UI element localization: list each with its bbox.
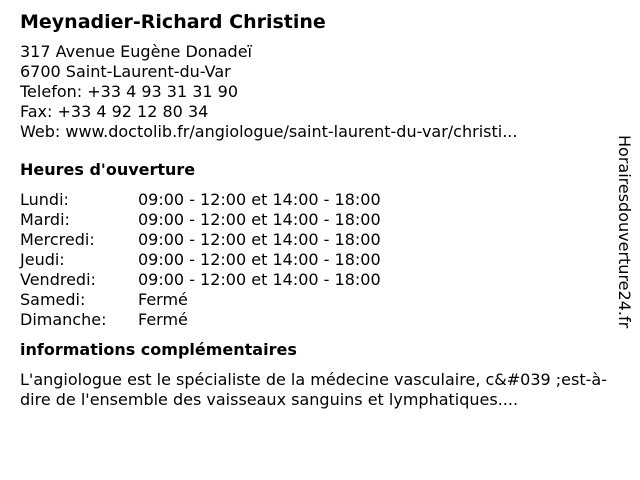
day-hours: Fermé	[138, 310, 188, 329]
day-hours: 09:00 - 12:00 et 14:00 - 18:00	[138, 190, 381, 209]
fax-number: Fax: +33 4 92 12 80 34	[20, 102, 209, 121]
hours-row-tuesday	[20, 210, 610, 230]
hours-row-monday	[20, 190, 610, 210]
day-hours: 09:00 - 12:00 et 14:00 - 18:00	[138, 230, 381, 249]
day-label: Mercredi:	[20, 230, 95, 249]
address-city: 6700 Saint-Laurent-du-Var	[20, 62, 231, 81]
contact-details	[20, 42, 610, 142]
hours-table	[20, 190, 610, 330]
business-name: Meynadier-Richard Christine	[20, 11, 326, 33]
address-street: 317 Avenue Eugène Donadeï	[20, 42, 252, 61]
hours-title: Heures d'ouverture	[20, 160, 196, 179]
day-label: Vendredi:	[20, 270, 96, 289]
day-hours: Fermé	[138, 290, 188, 309]
phone-number: Telefon: +33 4 93 31 31 90	[20, 82, 239, 101]
day-label: Mardi:	[20, 210, 70, 229]
day-label: Jeudi:	[20, 250, 65, 269]
listing-card	[20, 9, 610, 410]
hours-row-wednesday	[20, 230, 610, 250]
hours-row-sunday	[20, 310, 610, 330]
day-hours: 09:00 - 12:00 et 14:00 - 18:00	[138, 250, 381, 269]
site-watermark: Horairesdouverture24.fr	[615, 135, 634, 329]
hours-row-thursday	[20, 250, 610, 270]
hours-row-friday	[20, 270, 610, 290]
info-title: informations complémentaires	[20, 340, 297, 359]
day-label: Samedi:	[20, 290, 86, 309]
day-label: Lundi:	[20, 190, 69, 209]
hours-row-saturday	[20, 290, 610, 310]
website-link[interactable]: Web: www.doctolib.fr/angiologue/saint-laurent-du-var/christi...	[20, 122, 518, 141]
day-hours: 09:00 - 12:00 et 14:00 - 18:00	[138, 270, 381, 289]
day-hours: 09:00 - 12:00 et 14:00 - 18:00	[138, 210, 381, 229]
day-label: Dimanche:	[20, 310, 107, 329]
info-description: L'angiologue est le spécialiste de la médecine vasculaire, c&#039 ;est-à-dire de l'ensemble des vaisseaux sanguins et lymphatiques....	[20, 370, 607, 409]
